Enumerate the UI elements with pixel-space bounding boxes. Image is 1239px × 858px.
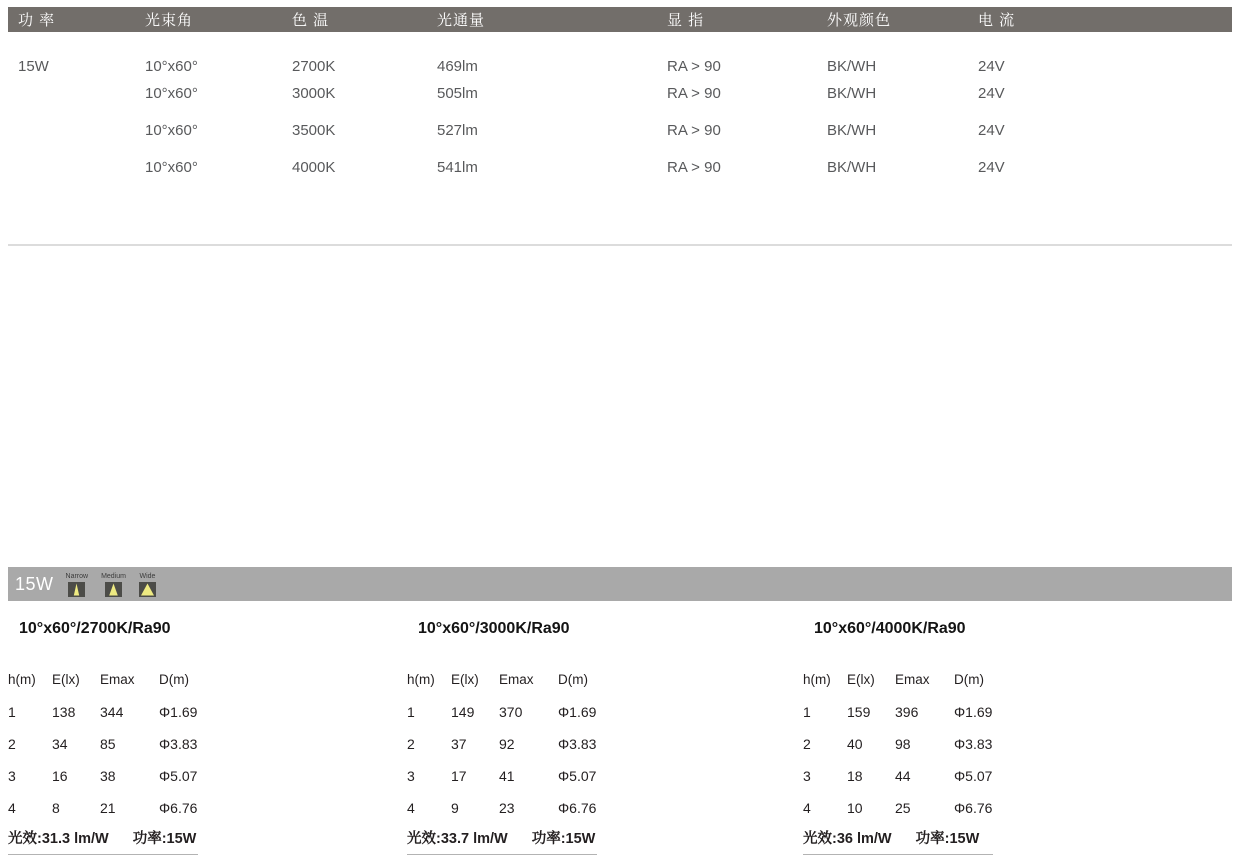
col-header-elx: E(lx) — [847, 672, 875, 687]
spec-cell-cri: RA > 90 — [667, 85, 721, 102]
spec-cell-current: 24V — [978, 159, 1005, 176]
cell-diameter: Φ1.69 — [558, 704, 597, 720]
cell-elx: 9 — [451, 800, 459, 816]
cell-diameter: Φ1.69 — [954, 704, 993, 720]
spec-header-row — [8, 7, 1232, 32]
spec-row — [8, 32, 1232, 75]
spec-cell-cct: 3500K — [292, 122, 336, 139]
spec-cell-finish: BK/WH — [827, 159, 877, 176]
spec-cell-flux: 469lm — [437, 58, 478, 75]
narrow-beam-icon — [68, 582, 85, 597]
photometric-row — [8, 792, 218, 824]
cell-emax: 98 — [895, 736, 911, 752]
cell-height: 2 — [407, 736, 415, 752]
photometric-table-title: 10°x60°/2700K/Ra90 — [19, 620, 171, 637]
col-header-height: h(m) — [803, 672, 831, 687]
cell-emax: 370 — [499, 704, 523, 720]
col-header-diameter: D(m) — [558, 672, 588, 687]
medium-beam-icon — [105, 582, 122, 597]
beam-option-wide — [139, 573, 156, 597]
beam-label-narrow: Narrow — [65, 573, 89, 580]
spec-cell-cri: RA > 90 — [667, 122, 721, 139]
col-header-diameter: D(m) — [954, 672, 984, 687]
section-divider — [8, 244, 1232, 246]
photometric-row — [8, 760, 218, 792]
spec-cell-beam-angle: 10°x60° — [145, 159, 198, 176]
cell-diameter: Φ6.76 — [159, 800, 198, 816]
spec-cell-cri: RA > 90 — [667, 159, 721, 176]
spec-table — [8, 7, 1232, 186]
cell-elx: 149 — [451, 704, 475, 720]
efficacy-value: 光效:36 lm/W — [803, 831, 892, 847]
cell-diameter: Φ6.76 — [558, 800, 597, 816]
spec-cell-beam-angle: 10°x60° — [145, 85, 198, 102]
cell-height: 3 — [8, 768, 16, 784]
photometric-footer — [803, 827, 993, 855]
cell-height: 2 — [8, 736, 16, 752]
cell-elx: 16 — [52, 768, 68, 784]
spec-cell-current: 24V — [978, 85, 1005, 102]
spec-cell-power — [8, 112, 135, 149]
cell-height: 1 — [407, 704, 415, 720]
spec-cell-cct: 2700K — [292, 58, 336, 75]
spec-cell-current: 24V — [978, 58, 1005, 75]
beam-option-narrow — [66, 573, 89, 597]
photometric-table-title: 10°x60°/3000K/Ra90 — [418, 620, 570, 637]
photometric-row — [803, 696, 1013, 728]
photometric-table-2700k — [8, 610, 218, 855]
col-header-elx: E(lx) — [451, 672, 479, 687]
spec-header-current: 电 流 — [968, 7, 1232, 32]
cell-emax: 41 — [499, 768, 515, 784]
wide-beam-icon — [139, 582, 156, 597]
beam-options-bar — [8, 567, 1232, 601]
photometric-footer — [8, 827, 198, 855]
efficacy-value: 光效:31.3 lm/W — [8, 831, 109, 847]
spec-cell-flux: 527lm — [437, 122, 478, 139]
photometric-row — [8, 728, 218, 760]
cell-height: 4 — [407, 800, 415, 816]
spec-cell-flux: 505lm — [437, 85, 478, 102]
beam-label-wide: Wide — [139, 573, 156, 580]
col-header-elx: E(lx) — [52, 672, 80, 687]
spec-cell-current: 24V — [978, 122, 1005, 139]
cell-elx: 138 — [52, 704, 76, 720]
photometric-row — [8, 696, 218, 728]
cell-emax: 38 — [100, 768, 116, 784]
cell-emax: 92 — [499, 736, 515, 752]
beam-label-medium: Medium — [101, 573, 126, 580]
cell-emax: 344 — [100, 704, 124, 720]
spec-header-finish: 外观颜色 — [817, 7, 968, 32]
cell-height: 2 — [803, 736, 811, 752]
photometric-header-row — [8, 664, 218, 696]
cell-elx: 18 — [847, 768, 863, 784]
cell-emax: 44 — [895, 768, 911, 784]
cell-emax: 396 — [895, 704, 919, 720]
col-header-emax: Emax — [100, 672, 135, 687]
spec-header-beam-angle: 光束角 — [135, 7, 282, 32]
cell-elx: 37 — [451, 736, 467, 752]
cell-diameter: Φ3.83 — [159, 736, 198, 752]
col-header-emax: Emax — [499, 672, 534, 687]
spec-cell-power — [8, 75, 135, 112]
cell-elx: 10 — [847, 800, 863, 816]
spec-cell-finish: BK/WH — [827, 122, 877, 139]
photometric-row — [407, 760, 617, 792]
col-header-emax: Emax — [895, 672, 930, 687]
photometric-row — [407, 696, 617, 728]
spec-cell-power: 15W — [18, 58, 49, 75]
spec-header-flux: 光通量 — [427, 7, 657, 32]
beam-icons-group — [66, 573, 156, 597]
spec-header-cri: 显 指 — [657, 7, 817, 32]
col-header-diameter: D(m) — [159, 672, 189, 687]
photometric-header-row — [803, 664, 1013, 696]
spec-header-power: 功 率 — [8, 7, 135, 32]
photometric-footer — [407, 827, 597, 855]
photometric-row — [803, 792, 1013, 824]
power-value: 功率:15W — [915, 831, 980, 847]
photometric-row — [803, 728, 1013, 760]
photometric-row — [407, 792, 617, 824]
power-badge: 15W — [15, 573, 54, 594]
cell-diameter: Φ3.83 — [954, 736, 993, 752]
power-value: 功率:15W — [132, 831, 197, 847]
cell-elx: 159 — [847, 704, 871, 720]
cell-diameter: Φ6.76 — [954, 800, 993, 816]
spec-cell-beam-angle: 10°x60° — [145, 122, 198, 139]
spec-cell-cct: 4000K — [292, 159, 336, 176]
cell-elx: 34 — [52, 736, 68, 752]
cell-emax: 23 — [499, 800, 515, 816]
spec-cell-beam-angle: 10°x60° — [145, 58, 198, 75]
efficacy-value: 光效:33.7 lm/W — [407, 831, 508, 847]
cell-diameter: Φ3.83 — [558, 736, 597, 752]
cell-emax: 85 — [100, 736, 116, 752]
photometric-table-title: 10°x60°/4000K/Ra90 — [814, 620, 966, 637]
cell-diameter: Φ5.07 — [954, 768, 993, 784]
spec-cell-cri: RA > 90 — [667, 58, 721, 75]
cell-emax: 25 — [895, 800, 911, 816]
photometric-row — [407, 728, 617, 760]
spec-cell-cct: 3000K — [292, 85, 336, 102]
cell-height: 4 — [8, 800, 16, 816]
photometric-table-4000k — [803, 610, 1013, 855]
col-header-height: h(m) — [407, 672, 435, 687]
cell-diameter: Φ5.07 — [159, 768, 198, 784]
cell-diameter: Φ1.69 — [159, 704, 198, 720]
cell-elx: 8 — [52, 800, 60, 816]
spec-row — [8, 112, 1232, 149]
spec-cell-finish: BK/WH — [827, 85, 877, 102]
beam-option-medium — [101, 573, 126, 597]
cell-diameter: Φ5.07 — [558, 768, 597, 784]
cell-height: 3 — [803, 768, 811, 784]
photometric-table-3000k — [407, 610, 617, 855]
power-value: 功率:15W — [531, 831, 596, 847]
photometric-header-row — [407, 664, 617, 696]
cell-elx: 17 — [451, 768, 467, 784]
spec-cell-finish: BK/WH — [827, 58, 877, 75]
photometric-row — [803, 760, 1013, 792]
cell-height: 4 — [803, 800, 811, 816]
spec-row — [8, 75, 1232, 112]
cell-height: 3 — [407, 768, 415, 784]
cell-height: 1 — [8, 704, 16, 720]
spec-header-cct: 色 温 — [282, 7, 427, 32]
spec-cell-flux: 541lm — [437, 159, 478, 176]
cell-emax: 21 — [100, 800, 116, 816]
cell-height: 1 — [803, 704, 811, 720]
col-header-height: h(m) — [8, 672, 36, 687]
cell-elx: 40 — [847, 736, 863, 752]
spec-cell-power — [8, 149, 135, 186]
spec-row — [8, 149, 1232, 186]
